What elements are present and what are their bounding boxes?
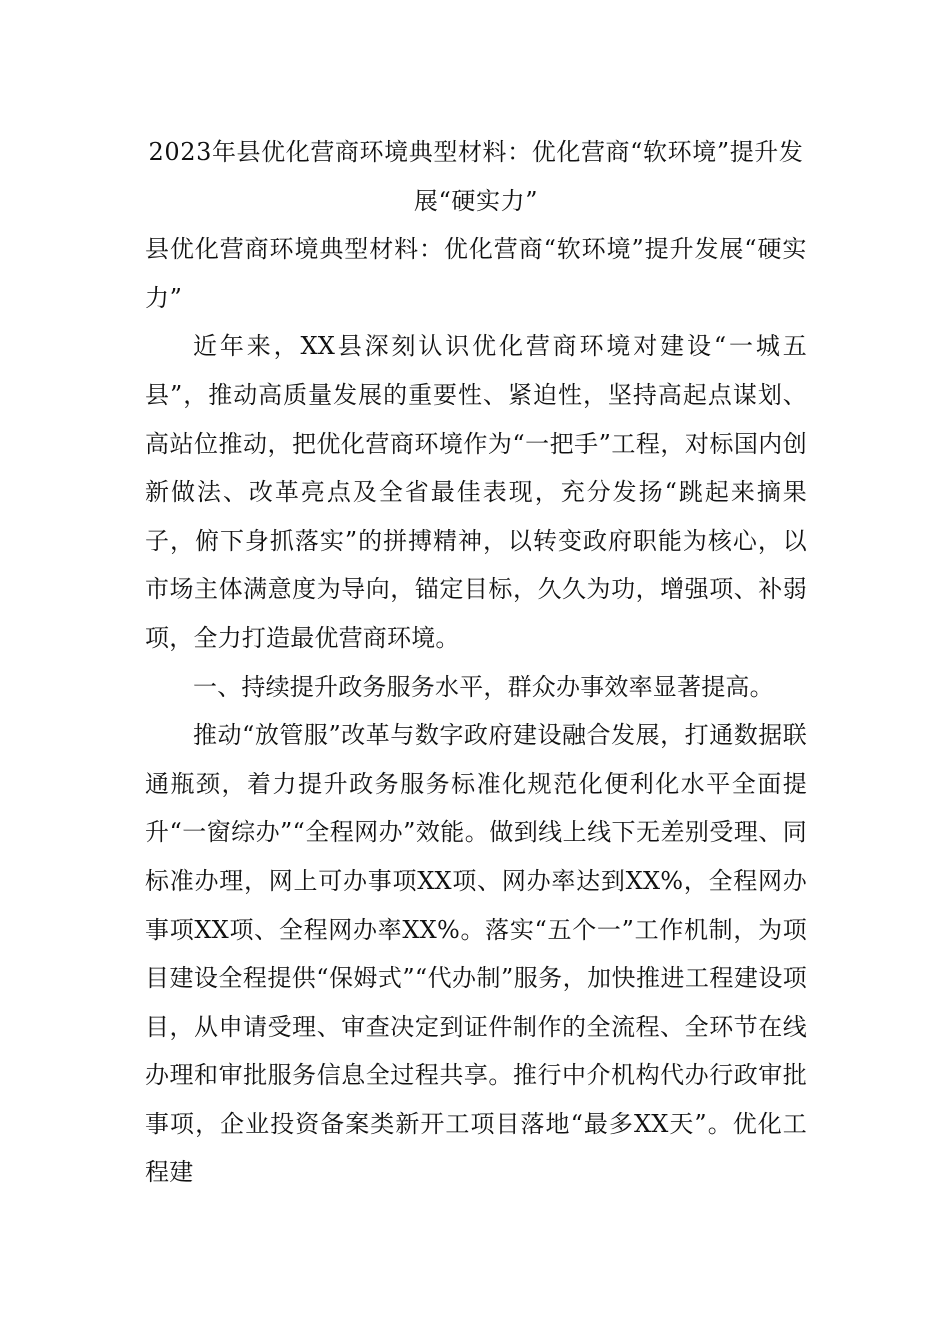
document-body xyxy=(145,128,807,1197)
document-title: 2023年县优化营商环境典型材料：优化营商“软环境”提升发展“硬实力” xyxy=(148,138,804,215)
document-subtitle: 县优化营商环境典型材料：优化营商“软环境”提升发展“硬实力” xyxy=(145,235,807,312)
section-heading: 一、持续提升政务服务水平，群众办事效率显著提高。 xyxy=(193,672,774,701)
intro-paragraph: 近年来，XX县深刻认识优化营商环境对建设“一城五县”，推动高质量发展的重要性、紧迫性，坚持高起点谋划、高站位推动，把优化营商环境作为“一把手”工程，对标国内创新做法、改革亮点及全省最佳表现，充分发扬“跳起来摘果子，俯下身抓落实”的拼搏精神，以转变政府职能为核心，以市场主体满意度为导向，锚定目标，久久为功，增强项、补弱项，全力打造最优营商环境。 xyxy=(145,332,807,652)
body-paragraph: 推动“放管服”改革与数字政府建设融合发展，打通数据联通瓶颈，着力提升政务服务标准化规范化便利化水平全面提升“一窗综办”“全程网办”效能。做到线上线下无差别受理、同标准办理，网上可办事项XX项、网办率达到XX%，全程网办事项XX项、全程网办率XX%。落实“五个一”工作机制，为项目建设全程提供“保姆式”“代办制”服务，加快推进工程建设项目，从申请受理、审查决定到证件制作的全流程、全环节在线办理和审批服务信息全过程共享。推行中介机构代办行政审批事项，企业投资备案类新开工项目落地“最多XX天”。优化工程建 xyxy=(145,721,807,1187)
